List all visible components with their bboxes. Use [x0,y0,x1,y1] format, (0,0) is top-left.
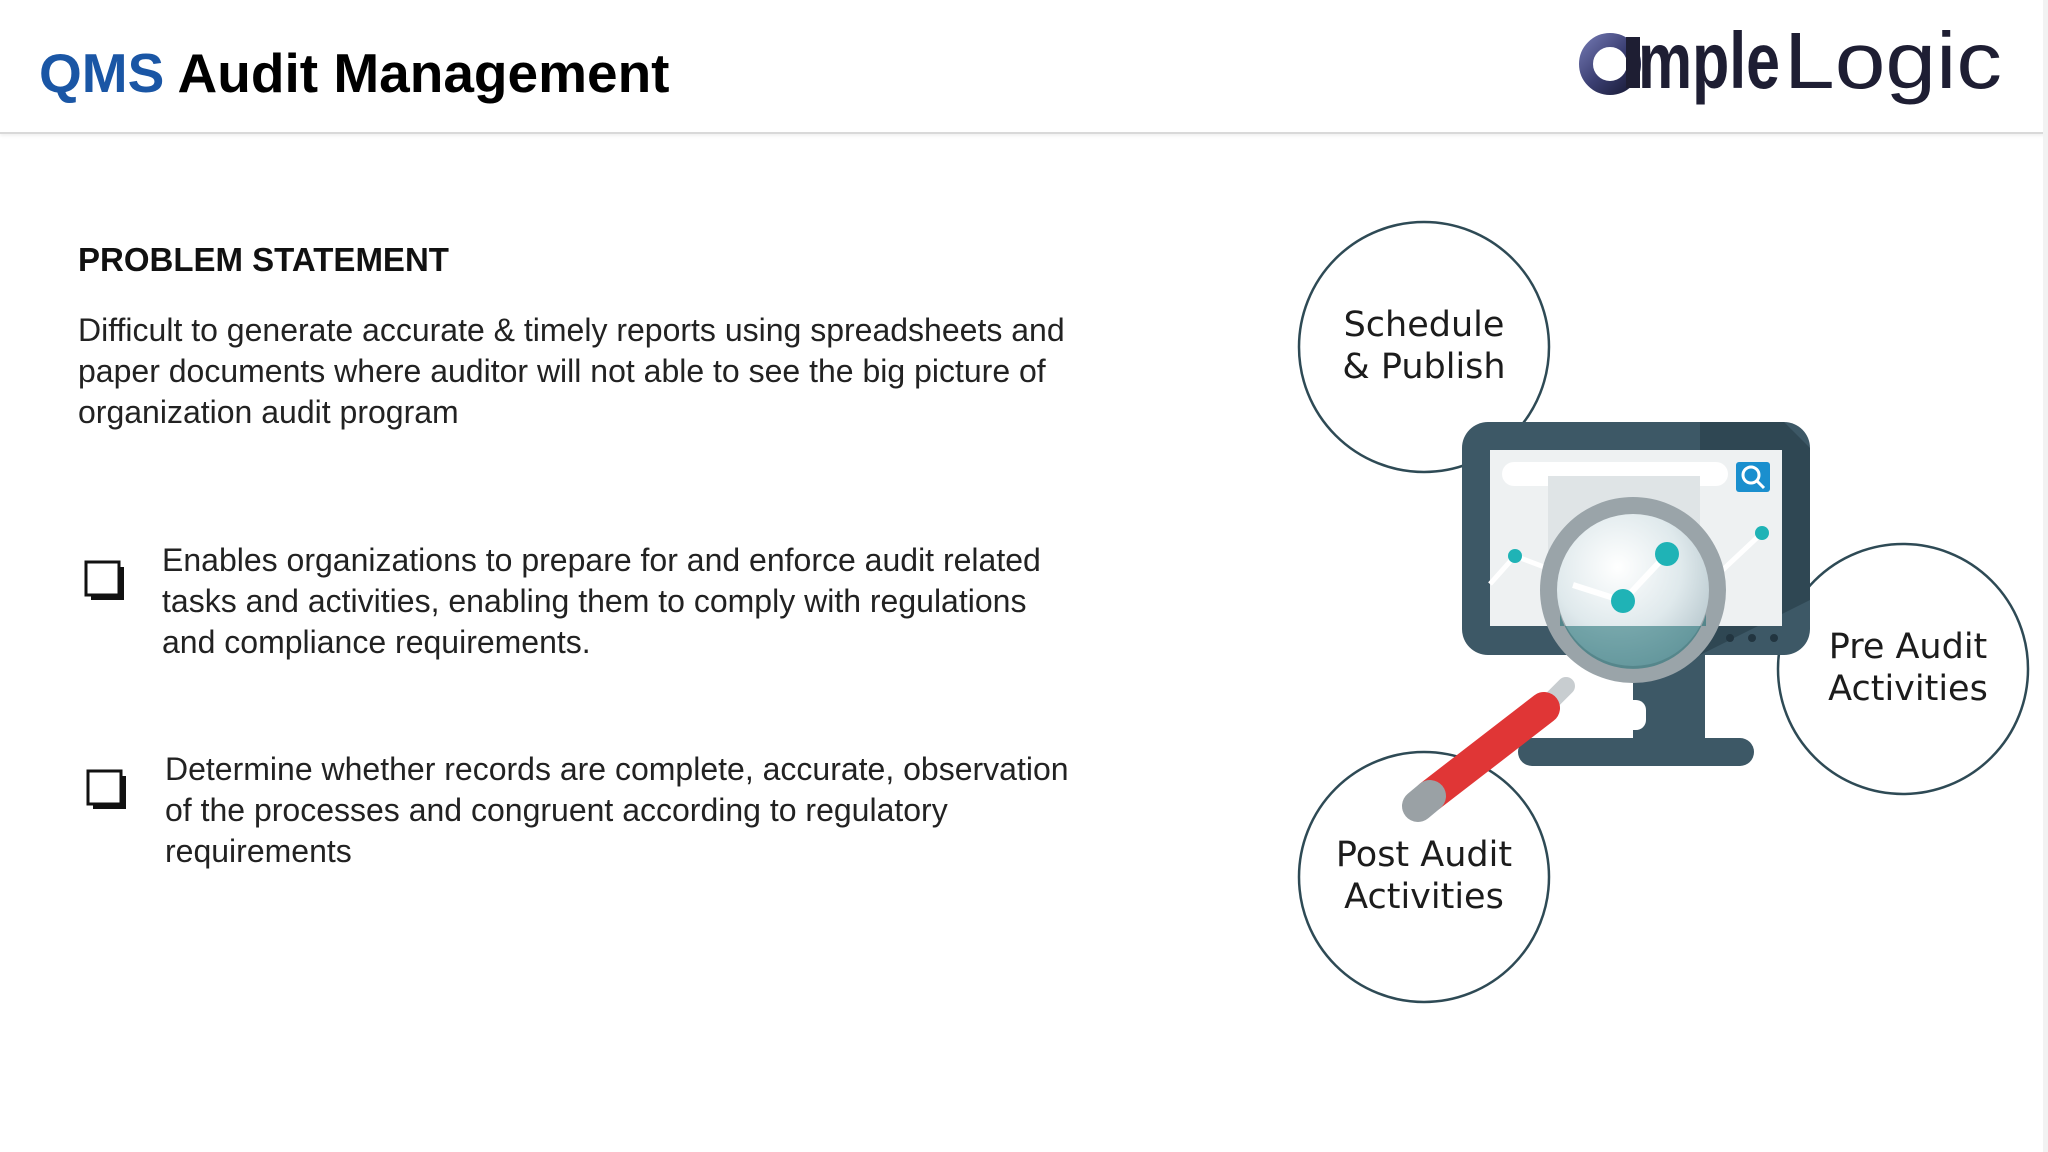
right-edge-strip [2043,0,2048,1152]
title-main: Audit Management [177,42,670,104]
problem-heading: PROBLEM STATEMENT [78,241,449,278]
checkbox-icon [86,769,128,811]
header-bar [0,0,2048,134]
page-title [39,38,670,108]
bullet-text: Enables organizations to prepare for and enforce audit related tasks and activities, enabling them to comply with regulations and compliance requirements. [162,542,1041,660]
monitor-magnifier-icon [1418,422,1810,806]
bullet-item [86,749,1086,872]
bullet-text: Determine whether records are complete, accurate, observation of the processes and congruent according to regulatory requirements [165,751,1069,869]
problem-text: Difficult to generate accurate & timely reports using spreadsheets and paper documents where auditor will not able to see the big picture of organization audit program [78,312,1065,430]
bullet-item [84,540,1084,663]
svg-text:Logic: Logic [1784,16,2002,105]
schedule-label: Schedule & Publish [1342,305,1506,387]
checkbox-icon [84,560,126,602]
amplelogic-logo [1570,14,2010,114]
post-audit-label: Post Audit Activities [1335,835,1513,917]
title-accent: QMS [39,42,165,104]
svg-text:mple: mple [1638,16,1780,105]
pre-audit-label: Pre Audit Activities [1828,627,1988,709]
